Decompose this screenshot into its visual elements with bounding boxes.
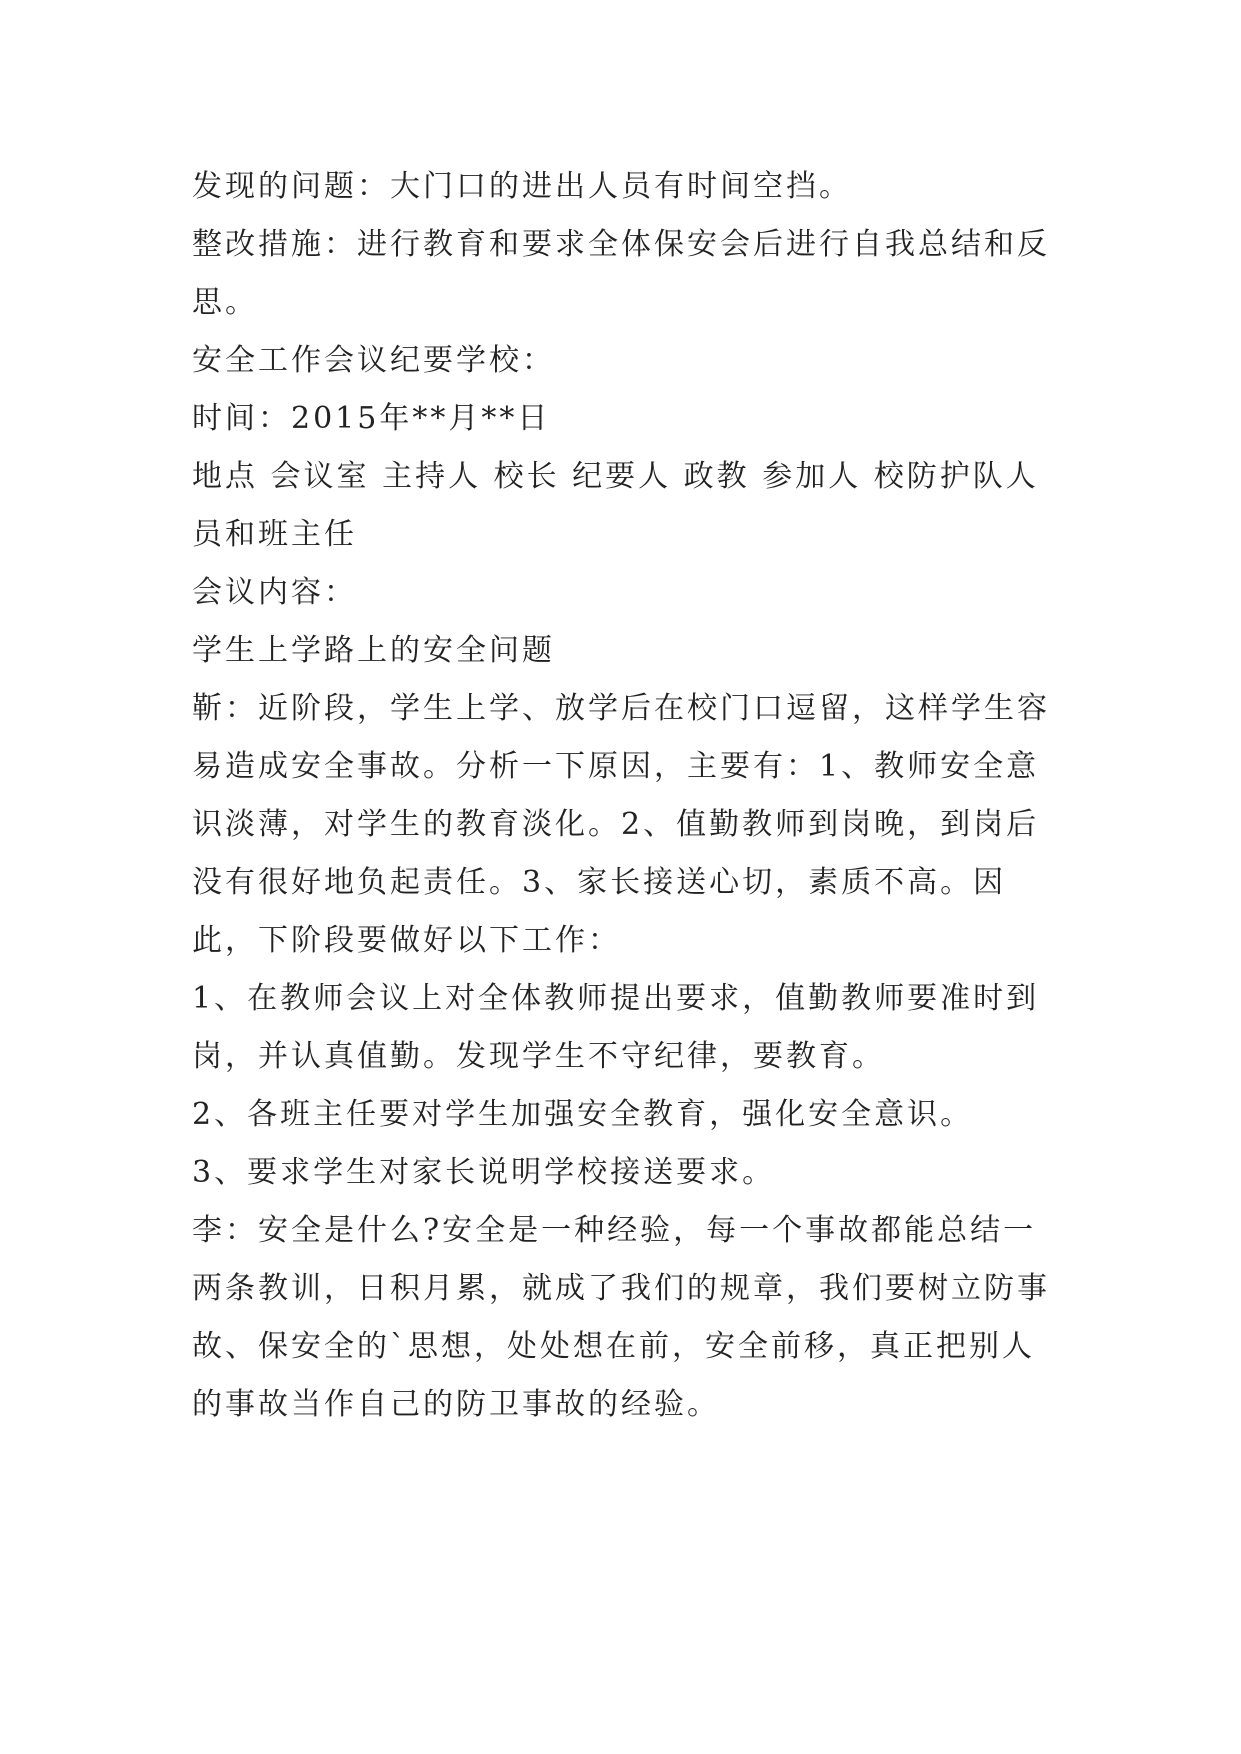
action-item-1: 1、在教师会议上对全体教师提出要求，值勤教师要准时到岗，并认真值勤。发现学生不守纪律，要教育。 — [192, 981, 1040, 1074]
document-body — [192, 158, 1062, 1434]
action-item-2: 2、各班主任要对学生加强安全教育，强化安全意识。 — [192, 1097, 974, 1132]
li-statement: 李：安全是什么?安全是一种经验，每一个事故都能总结一两条教训，日积月累，就成了我们的规章，我们要树立防事故、保安全的`思想，处处想在前，安全前移，真正把别人的事故当作自己的防卫事故的经验。 — [192, 1213, 1050, 1422]
problem-paragraph: 发现的问题：大门口的进出人员有时间空挡。 — [192, 169, 852, 204]
jin-statement: 靳：近阶段，学生上学、放学后在校门口逗留，这样学生容易造成安全事故。分析一下原因，主要有：1、教师安全意识淡薄，对学生的教育淡化。2、值勤教师到岗晚，到岗后没有很好地负起责任。3、家长接送心切，素质不高。因此，下阶段要做好以下工作： — [192, 691, 1050, 958]
rectification-paragraph: 整改措施：进行教育和要求全体保安会后进行自我总结和反思。 — [192, 227, 1050, 320]
meeting-attendees: 地点 会议室 主持人 校长 纪要人 政教 参加人 校防护队人员和班主任 — [192, 459, 1039, 552]
meeting-minutes-title: 安全工作会议纪要学校： — [192, 343, 555, 378]
meeting-content-heading: 会议内容： — [192, 575, 357, 610]
topic-heading: 学生上学路上的安全问题 — [192, 633, 555, 668]
action-item-3: 3、要求学生对家长说明学校接送要求。 — [192, 1155, 776, 1190]
meeting-time: 时间：2015年**月**日 — [192, 401, 551, 436]
